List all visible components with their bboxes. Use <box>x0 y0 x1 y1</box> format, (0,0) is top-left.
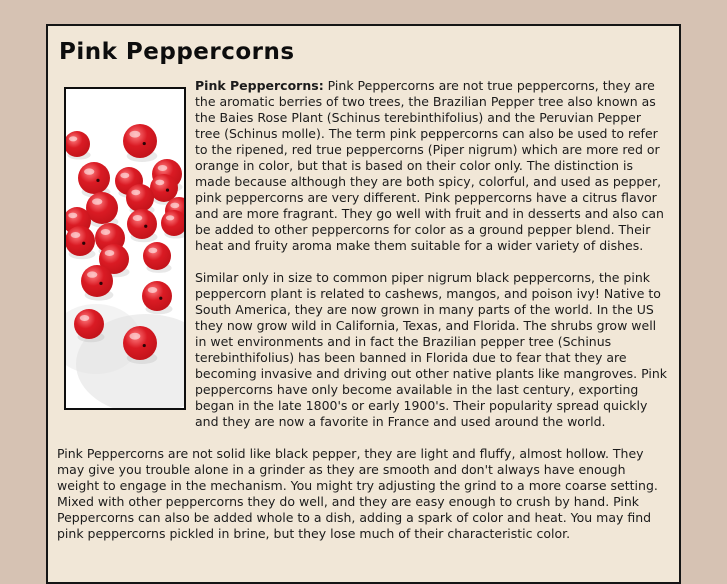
intro-paragraph <box>195 78 670 254</box>
page-title: Pink Peppercorns <box>59 39 295 65</box>
article-top-section <box>57 78 670 430</box>
intro-paragraph-lead: Pink Peppercorns: <box>195 78 324 94</box>
pink-peppercorns-photo <box>64 87 186 410</box>
intro-paragraph-body: Pink Peppercorns are not true peppercorns, they are the aromatic berries of two trees, the Brazilian Pepper tree also known as the Baies Rose Plant (Schinus terebinthifolius) and the Peruvian Pepper tree (Schinus molle). The term pink peppercorns can also be used to refer to the ripened, red true peppercorns (Piper nigrum) which are more red or orange in color, but that is based on their color only. The distinction is made because although they are both spicy, colorful, and used as pepper, pink peppercorns are very different. Pink peppercorns have a citrus flavor and are more fragrant. They go well with fruit and in desserts and also can be added to other peppercorns for color as a ground pepper blend. Their heat and fruity aroma make them suitable for a wider variety of dishes. <box>195 78 664 254</box>
usage-paragraph: Pink Peppercorns are not solid like black pepper, they are light and fluffy, almost hollow. They may give you trouble alone in a grinder as they are smooth and don't always have enough weight to engage in the mechanism. You might try adjusting the grind to a more coarse setting. Mixed with other peppercorns they do well, and they are easy enough to crush by hand. Pink Peppercorns can also be added whole to a dish, adding a spark of color and heat. You may find pink peppercorns pickled in brine, but they lose much of their characteristic color. <box>57 446 658 542</box>
article-text-column <box>195 78 670 430</box>
article-panel <box>46 24 681 584</box>
history-paragraph: Similar only in size to common piper nigrum black peppercorns, the pink peppercorn plant is related to cashews, mangos, and poison ivy! Native to South America, they are now grown in many parts of the world. In the US they now grow wild in California, Texas, and Florida. The shrubs grow well in wet environments and in fact the Brazilian pepper tree (Schinus terebinthifolius) has been banned in Florida due to fear that they are becoming invasive and driving out other native plants like mangroves. Pink peppercorns have only become available in the last century, exporting began in the late 1800's or early 1900's. Their popularity spread quickly and they are now a favorite in France and used around the world. <box>195 270 668 430</box>
